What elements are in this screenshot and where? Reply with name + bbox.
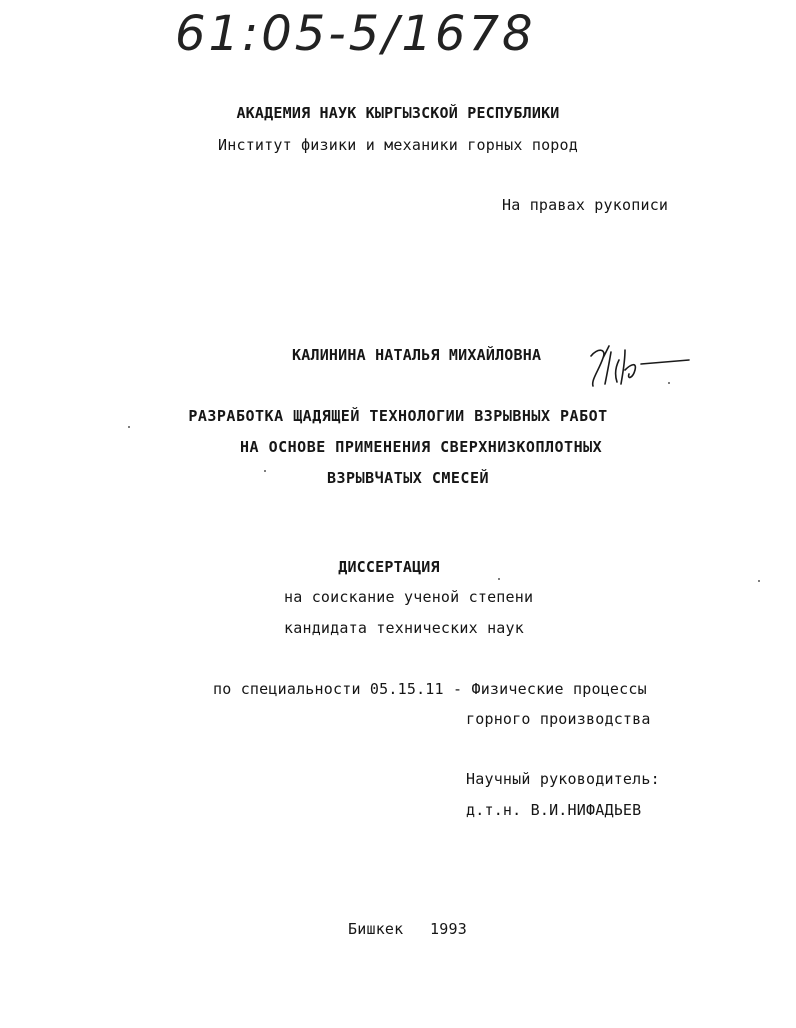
degree-line-2: кандидата технических наук bbox=[284, 619, 524, 637]
thesis-title-line-1: РАЗРАБОТКА ЩАДЯЩЕЙ ТЕХНОЛОГИИ ВЗРЫВНЫХ РАБОТ bbox=[188, 407, 608, 425]
academy-title: АКАДЕМИЯ НАУК КЫРГЫЗСКОЙ РЕСПУБЛИКИ bbox=[236, 104, 560, 122]
institute-name: Институт физики и механики горных пород bbox=[218, 136, 578, 154]
archive-number-handwritten: 61:05-5/1678 bbox=[175, 6, 536, 62]
scan-speck bbox=[498, 578, 500, 580]
scan-speck bbox=[128, 426, 130, 428]
author-signature bbox=[585, 340, 695, 392]
specialty-line-1: по специальности 05.15.11 - Физические процессы bbox=[213, 680, 647, 698]
footer-year: 1993 bbox=[430, 920, 467, 938]
supervisor-name: д.т.н. В.И.НИФАДЬЕВ bbox=[466, 801, 642, 819]
manuscript-rights: На правах рукописи bbox=[502, 196, 669, 214]
degree-line-1: на соискание ученой степени bbox=[284, 588, 534, 606]
thesis-title-line-2: НА ОСНОВЕ ПРИМЕНЕНИЯ СВЕРХНИЗКОПЛОТНЫХ bbox=[240, 438, 603, 456]
thesis-title-line-3: ВЗРЫВЧАТЫХ СМЕСЕЙ bbox=[327, 469, 490, 487]
footer-city: Бишкек bbox=[348, 920, 404, 938]
specialty-line-2: горного производства bbox=[466, 710, 651, 728]
author-name: КАЛИНИНА НАТАЛЬЯ МИХАЙЛОВНА bbox=[292, 346, 542, 364]
dissertation-label: ДИССЕРТАЦИЯ bbox=[338, 558, 440, 576]
scan-speck bbox=[264, 470, 266, 472]
supervisor-label: Научный руководитель: bbox=[466, 770, 660, 788]
scan-speck bbox=[668, 382, 670, 384]
scan-speck bbox=[758, 580, 760, 582]
